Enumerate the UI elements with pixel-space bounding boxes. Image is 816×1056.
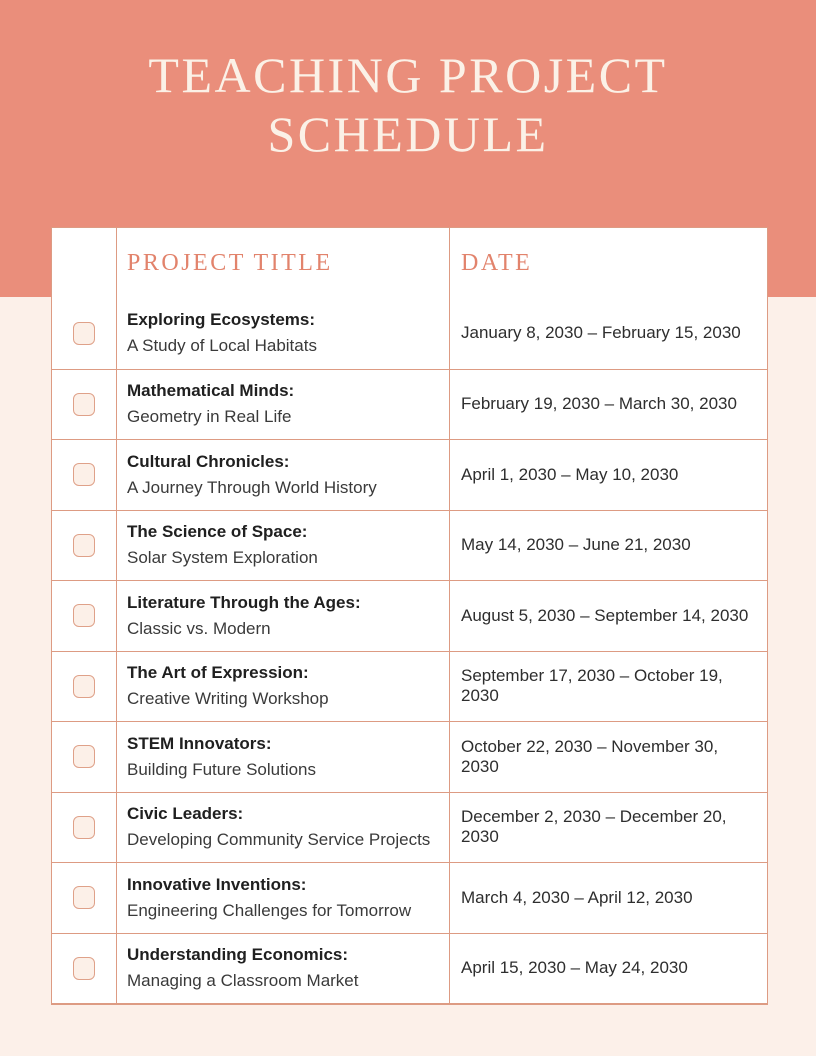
checkbox-cell	[52, 934, 117, 1004]
date-text: August 5, 2030 – September 14, 2030	[461, 605, 749, 625]
row-checkbox[interactable]	[73, 816, 95, 839]
row-checkbox[interactable]	[73, 886, 95, 909]
project-title-cell	[117, 581, 450, 651]
date-cell	[450, 652, 767, 722]
checkbox-cell	[52, 370, 117, 440]
project-title-text: Innovative Inventions:	[127, 874, 307, 894]
column-header-project-title: PROJECT TITLE	[127, 249, 333, 276]
project-title-text: Civic Leaders:	[127, 804, 244, 824]
date-cell	[450, 793, 767, 863]
table-row	[52, 862, 767, 933]
table-body	[52, 298, 767, 1003]
project-title-cell	[117, 370, 450, 440]
date-text: October 22, 2030 – November 30, 2030	[461, 736, 719, 776]
row-checkbox[interactable]	[73, 322, 95, 345]
table-header-checkbox-cell	[52, 228, 117, 298]
checkbox-cell	[52, 298, 117, 369]
project-title-text: Understanding Economics:	[127, 945, 349, 965]
date-cell	[450, 722, 767, 792]
date-cell	[450, 440, 767, 510]
checkbox-cell	[52, 722, 117, 792]
date-cell	[450, 370, 767, 440]
project-title-text: The Science of Space:	[127, 522, 308, 542]
table-row	[52, 369, 767, 440]
project-subtitle-text: Building Future Solutions	[127, 759, 317, 779]
project-title-text: Mathematical Minds:	[127, 381, 295, 401]
date-cell	[450, 863, 767, 933]
table-header-project-title-cell	[117, 228, 450, 298]
project-title-text: Literature Through the Ages:	[127, 592, 361, 612]
page-title-line-2: SCHEDULE	[267, 106, 549, 162]
table-row	[52, 651, 767, 722]
project-title-cell	[117, 652, 450, 722]
schedule-table	[51, 227, 768, 1005]
table-row	[52, 510, 767, 581]
project-title-text: Cultural Chronicles:	[127, 451, 290, 471]
table-row	[52, 792, 767, 863]
project-subtitle-text: Geometry in Real Life	[127, 407, 292, 427]
row-checkbox[interactable]	[73, 463, 95, 486]
row-checkbox[interactable]	[73, 675, 95, 698]
project-subtitle-text: Developing Community Service Projects	[127, 830, 431, 850]
project-title-cell	[117, 511, 450, 581]
project-title-cell	[117, 934, 450, 1004]
checkbox-cell	[52, 511, 117, 581]
date-text: April 1, 2030 – May 10, 2030	[461, 464, 679, 484]
row-checkbox[interactable]	[73, 604, 95, 627]
date-text: January 8, 2030 – February 15, 2030	[461, 323, 741, 343]
project-subtitle-text: Creative Writing Workshop	[127, 689, 329, 709]
date-cell	[450, 298, 767, 369]
checkbox-cell	[52, 652, 117, 722]
date-text: May 14, 2030 – June 21, 2030	[461, 535, 691, 555]
row-checkbox[interactable]	[73, 534, 95, 557]
table-header-row	[52, 228, 767, 298]
checkbox-cell	[52, 863, 117, 933]
checkbox-cell	[52, 793, 117, 863]
project-title-text: STEM Innovators:	[127, 733, 272, 753]
column-header-date: DATE	[461, 249, 533, 276]
checkbox-cell	[52, 440, 117, 510]
date-cell	[450, 511, 767, 581]
project-subtitle-text: Engineering Challenges for Tomorrow	[127, 900, 412, 920]
row-checkbox[interactable]	[73, 393, 95, 416]
project-title-text: The Art of Expression:	[127, 663, 309, 683]
table-row	[52, 721, 767, 792]
project-title-cell	[117, 722, 450, 792]
page-title-line-1: TEACHING PROJECT	[148, 47, 668, 103]
project-title-cell	[117, 440, 450, 510]
row-checkbox[interactable]	[73, 745, 95, 768]
date-text: April 15, 2030 – May 24, 2030	[461, 958, 688, 978]
checkbox-cell	[52, 581, 117, 651]
project-subtitle-text: Classic vs. Modern	[127, 618, 271, 638]
date-cell	[450, 581, 767, 651]
project-title-cell	[117, 793, 450, 863]
date-text: March 4, 2030 – April 12, 2030	[461, 887, 693, 907]
date-cell	[450, 934, 767, 1004]
table-row	[52, 580, 767, 651]
row-checkbox[interactable]	[73, 957, 95, 980]
project-subtitle-text: Solar System Exploration	[127, 548, 318, 568]
table-row	[52, 933, 767, 1004]
project-title-text: Exploring Ecosystems:	[127, 310, 316, 330]
project-title-cell	[117, 863, 450, 933]
table-row	[52, 298, 767, 369]
project-subtitle-text: A Study of Local Habitats	[127, 336, 317, 356]
project-subtitle-text: A Journey Through World History	[127, 477, 377, 497]
project-subtitle-text: Managing a Classroom Market	[127, 971, 359, 991]
table-row	[52, 439, 767, 510]
date-text: February 19, 2030 – March 30, 2030	[461, 394, 737, 414]
date-text: December 2, 2030 – December 20, 2030	[461, 807, 727, 847]
date-text: September 17, 2030 – October 19, 2030	[461, 666, 723, 706]
page-title	[0, 46, 816, 164]
project-title-cell	[117, 298, 450, 369]
table-header-date-cell	[450, 228, 767, 298]
